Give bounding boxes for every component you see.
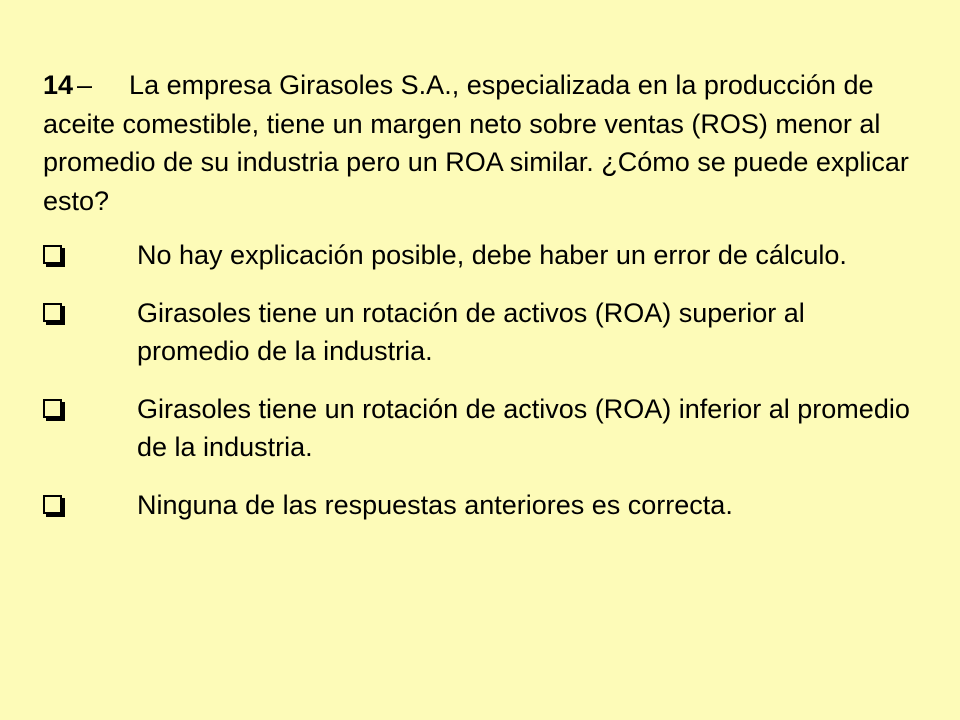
answer-option-4[interactable] (43, 486, 923, 525)
checkbox-icon[interactable] (43, 399, 62, 418)
answer-option-label: Girasoles tiene un rotación de activos (ROA) superior al promedio de la industria. (137, 297, 805, 366)
question-dash: – (77, 70, 93, 100)
question-text-block (43, 66, 923, 220)
checkbox-icon[interactable] (43, 495, 62, 514)
checkbox-icon[interactable] (43, 303, 62, 322)
answer-options-list (43, 236, 923, 543)
answer-option-label: Ninguna de las respuestas anteriores es correcta. (137, 489, 733, 520)
checkbox-icon[interactable] (43, 245, 62, 264)
question-body: La empresa Girasoles S.A., especializada en la producción de aceite comestible, tiene un margen neto sobre ventas (ROS) menor al promedio de su industria pero un ROA similar. ¿Cómo se puede explicar esto? (43, 70, 909, 216)
question-number: 14 (43, 70, 74, 100)
answer-option-label: Girasoles tiene un rotación de activos (ROA) inferior al promedio de la industria. (137, 393, 910, 462)
answer-option-3[interactable] (43, 390, 923, 467)
answer-option-label: No hay explicación posible, debe haber un error de cálculo. (137, 240, 847, 270)
answer-option-1[interactable] (43, 236, 923, 275)
answer-option-2[interactable] (43, 294, 923, 371)
